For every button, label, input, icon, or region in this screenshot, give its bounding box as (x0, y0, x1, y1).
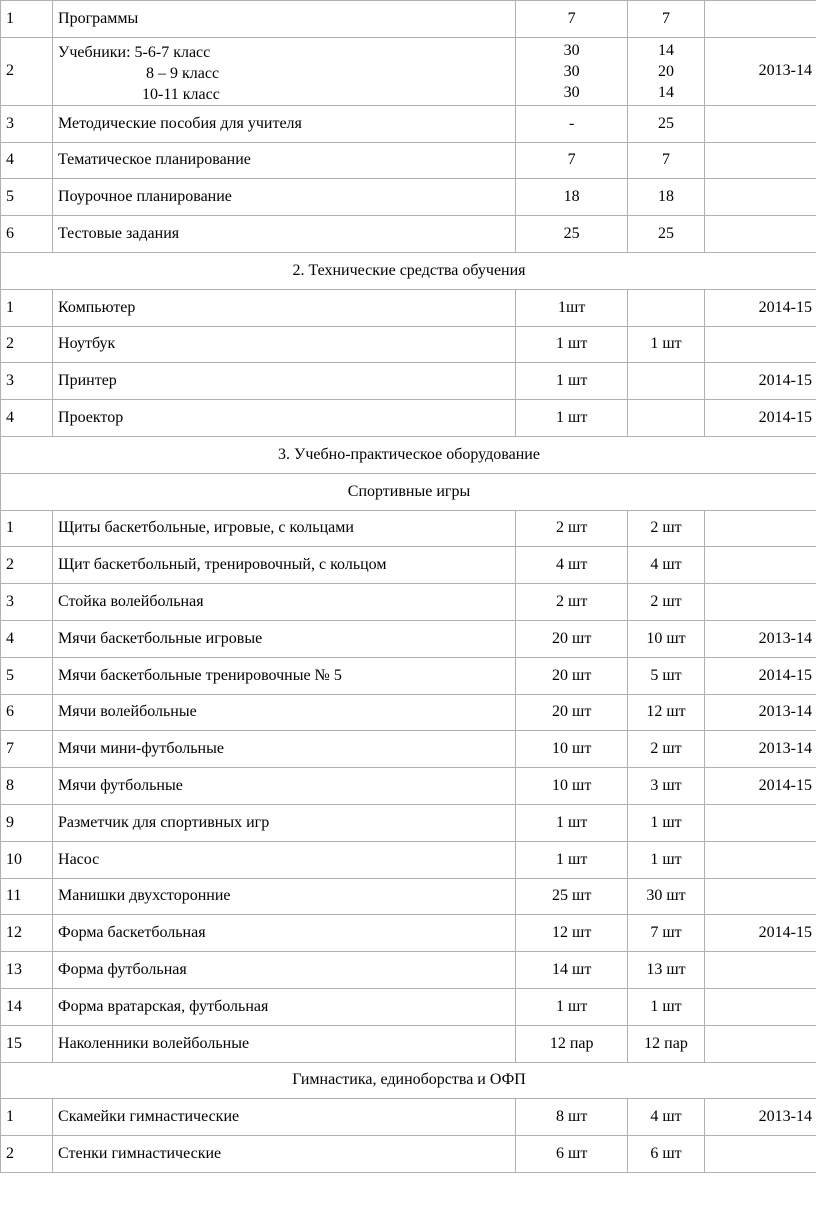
quantity-have: 1 шт (516, 988, 628, 1025)
quantity-have: 25 (516, 216, 628, 253)
row-number: 2 (1, 326, 53, 363)
quantity-need: 1 шт (628, 841, 704, 878)
table-row (1, 1099, 816, 1136)
acquisition-year (704, 952, 816, 989)
subsection-heading-sport-games: Спортивные игры (1, 473, 816, 510)
row-number: 2 (1, 547, 53, 584)
item-name: Наколенники волейбольные (53, 1025, 516, 1062)
quantity-have: 8 шт (516, 1099, 628, 1136)
quantity-need: 25 (628, 216, 704, 253)
acquisition-year (704, 988, 816, 1025)
quantity-need: 1 шт (628, 988, 704, 1025)
acquisition-year (704, 1136, 816, 1173)
quantity-have: 10 шт (516, 731, 628, 768)
row-number: 1 (1, 289, 53, 326)
table-row (1, 547, 816, 584)
quantity-have: 2 шт (516, 584, 628, 621)
row-number: 1 (1, 1, 53, 38)
item-name-line: 10-11 класс (142, 85, 220, 103)
acquisition-year (704, 584, 816, 621)
section-row (1, 473, 816, 510)
item-name: Мячи баскетбольные тренировочные № 5 (53, 657, 516, 694)
item-name: Мячи баскетбольные игровые (53, 620, 516, 657)
item-name-cell (53, 37, 516, 105)
acquisition-year (704, 105, 816, 142)
row-number: 6 (1, 216, 53, 253)
row-number: 1 (1, 1099, 53, 1136)
table-row (1, 179, 816, 216)
quantity-need: 5 шт (628, 657, 704, 694)
quantity-need: 3 шт (628, 768, 704, 805)
row-number: 7 (1, 731, 53, 768)
acquisition-year (704, 510, 816, 547)
item-name: Мячи волейбольные (53, 694, 516, 731)
row-number: 4 (1, 400, 53, 437)
row-number: 8 (1, 768, 53, 805)
item-name: Мячи футбольные (53, 768, 516, 805)
item-name: Программы (53, 1, 516, 38)
row-number: 15 (1, 1025, 53, 1062)
quantity-have: 12 шт (516, 915, 628, 952)
quantity-have: 20 шт (516, 694, 628, 731)
item-name-line: 8 – 9 класс (146, 64, 220, 82)
section-heading-equipment: 3. Учебно-практическое оборудование (1, 436, 816, 473)
row-number: 2 (1, 1136, 53, 1173)
acquisition-year (704, 142, 816, 179)
quantity-have: 25 шт (516, 878, 628, 915)
table-row (1, 37, 816, 105)
quantity-need: 4 шт (628, 1099, 704, 1136)
table-row (1, 768, 816, 805)
acquisition-year (704, 1025, 816, 1062)
quantity-have: 2 шт (516, 510, 628, 547)
row-number: 10 (1, 841, 53, 878)
quantity-have: 20 шт (516, 620, 628, 657)
row-number: 11 (1, 878, 53, 915)
quantity-have: 4 шт (516, 547, 628, 584)
item-name: Форма вратарская, футбольная (53, 988, 516, 1025)
acquisition-year: 2013-14 (704, 731, 816, 768)
section-heading-technical: 2. Технические средства обучения (1, 252, 816, 289)
quantity-have: 1 шт (516, 841, 628, 878)
quantity-have-line: 30 (563, 62, 580, 80)
acquisition-year (704, 216, 816, 253)
item-name-line: Учебники: 5-6-7 класс (58, 43, 211, 61)
item-name: Стойка волейбольная (53, 584, 516, 621)
quantity-need: 6 шт (628, 1136, 704, 1173)
row-number: 1 (1, 510, 53, 547)
acquisition-year: 2014-15 (704, 915, 816, 952)
acquisition-year: 2014-15 (704, 289, 816, 326)
acquisition-year: 2014-15 (704, 768, 816, 805)
row-number: 12 (1, 915, 53, 952)
row-number: 5 (1, 657, 53, 694)
quantity-need: 18 (628, 179, 704, 216)
table-row (1, 878, 816, 915)
section-row (1, 436, 816, 473)
subsection-heading-gymnastics: Гимнастика, единоборства и ОФП (1, 1062, 816, 1099)
row-number: 3 (1, 584, 53, 621)
quantity-need: 12 пар (628, 1025, 704, 1062)
table-row (1, 216, 816, 253)
quantity-have: 12 пар (516, 1025, 628, 1062)
quantity-need (628, 400, 704, 437)
quantity-have: 20 шт (516, 657, 628, 694)
section-row (1, 252, 816, 289)
item-name: Принтер (53, 363, 516, 400)
acquisition-year: 2013-14 (704, 37, 816, 105)
item-name: Скамейки гимнастические (53, 1099, 516, 1136)
quantity-have: 1шт (516, 289, 628, 326)
quantity-have: 1 шт (516, 804, 628, 841)
item-name: Форма футбольная (53, 952, 516, 989)
equipment-table-body (1, 1, 816, 1173)
quantity-have: 1 шт (516, 400, 628, 437)
quantity-need: 12 шт (628, 694, 704, 731)
table-row (1, 804, 816, 841)
acquisition-year (704, 841, 816, 878)
quantity-have: 14 шт (516, 952, 628, 989)
quantity-need: 4 шт (628, 547, 704, 584)
table-row (1, 289, 816, 326)
row-number: 5 (1, 179, 53, 216)
quantity-need: 1 шт (628, 326, 704, 363)
row-number: 4 (1, 620, 53, 657)
quantity-have-cell (516, 37, 628, 105)
quantity-have: 1 шт (516, 326, 628, 363)
row-number: 2 (1, 37, 53, 105)
quantity-need-line: 14 (658, 83, 674, 101)
item-name: Насос (53, 841, 516, 878)
table-row (1, 657, 816, 694)
item-name: Проектор (53, 400, 516, 437)
quantity-have-line: 30 (563, 83, 580, 101)
table-row (1, 105, 816, 142)
row-number: 13 (1, 952, 53, 989)
quantity-have: 10 шт (516, 768, 628, 805)
table-row (1, 841, 816, 878)
quantity-have-line: 30 (563, 41, 580, 59)
acquisition-year (704, 804, 816, 841)
item-name: Компьютер (53, 289, 516, 326)
table-row (1, 915, 816, 952)
quantity-need: 13 шт (628, 952, 704, 989)
row-number: 3 (1, 363, 53, 400)
item-name: Поурочное планирование (53, 179, 516, 216)
acquisition-year: 2014-15 (704, 363, 816, 400)
acquisition-year: 2013-14 (704, 620, 816, 657)
acquisition-year (704, 878, 816, 915)
table-row (1, 1136, 816, 1173)
item-name: Ноутбук (53, 326, 516, 363)
quantity-need: 25 (628, 105, 704, 142)
item-name: Манишки двухсторонние (53, 878, 516, 915)
section-row (1, 1062, 816, 1099)
row-number: 3 (1, 105, 53, 142)
item-name: Щиты баскетбольные, игровые, с кольцами (53, 510, 516, 547)
table-row (1, 1025, 816, 1062)
quantity-have: 6 шт (516, 1136, 628, 1173)
acquisition-year (704, 326, 816, 363)
acquisition-year: 2013-14 (704, 694, 816, 731)
acquisition-year (704, 179, 816, 216)
item-name: Мячи мини-футбольные (53, 731, 516, 768)
table-row (1, 952, 816, 989)
acquisition-year: 2014-15 (704, 657, 816, 694)
quantity-have: 18 (516, 179, 628, 216)
quantity-need (628, 363, 704, 400)
row-number: 4 (1, 142, 53, 179)
quantity-need: 2 шт (628, 510, 704, 547)
quantity-need-cell (628, 37, 704, 105)
row-number: 14 (1, 988, 53, 1025)
table-row (1, 400, 816, 437)
acquisition-year: 2014-15 (704, 400, 816, 437)
item-name: Форма баскетбольная (53, 915, 516, 952)
quantity-need: 7 шт (628, 915, 704, 952)
acquisition-year (704, 547, 816, 584)
table-row (1, 326, 816, 363)
item-name: Тестовые задания (53, 216, 516, 253)
table-row (1, 731, 816, 768)
quantity-have: - (516, 105, 628, 142)
quantity-need (628, 289, 704, 326)
table-row (1, 363, 816, 400)
item-name: Щит баскетбольный, тренировочный, с кольцом (53, 547, 516, 584)
item-name: Разметчик для спортивных игр (53, 804, 516, 841)
table-row (1, 142, 816, 179)
table-row (1, 1, 816, 38)
quantity-need: 7 (628, 1, 704, 38)
quantity-need: 30 шт (628, 878, 704, 915)
row-number: 6 (1, 694, 53, 731)
acquisition-year (704, 1, 816, 38)
quantity-have: 1 шт (516, 363, 628, 400)
table-row (1, 988, 816, 1025)
item-name: Методические пособия для учителя (53, 105, 516, 142)
table-row (1, 694, 816, 731)
row-number: 9 (1, 804, 53, 841)
table-row (1, 510, 816, 547)
item-name: Стенки гимнастические (53, 1136, 516, 1173)
table-row (1, 620, 816, 657)
table-row (1, 584, 816, 621)
quantity-need: 2 шт (628, 731, 704, 768)
acquisition-year: 2013-14 (704, 1099, 816, 1136)
quantity-need: 10 шт (628, 620, 704, 657)
quantity-have: 7 (516, 1, 628, 38)
quantity-need-line: 20 (658, 62, 674, 80)
quantity-need: 2 шт (628, 584, 704, 621)
quantity-have: 7 (516, 142, 628, 179)
item-name: Тематическое планирование (53, 142, 516, 179)
quantity-need: 7 (628, 142, 704, 179)
quantity-need: 1 шт (628, 804, 704, 841)
quantity-need-line: 14 (658, 41, 674, 59)
